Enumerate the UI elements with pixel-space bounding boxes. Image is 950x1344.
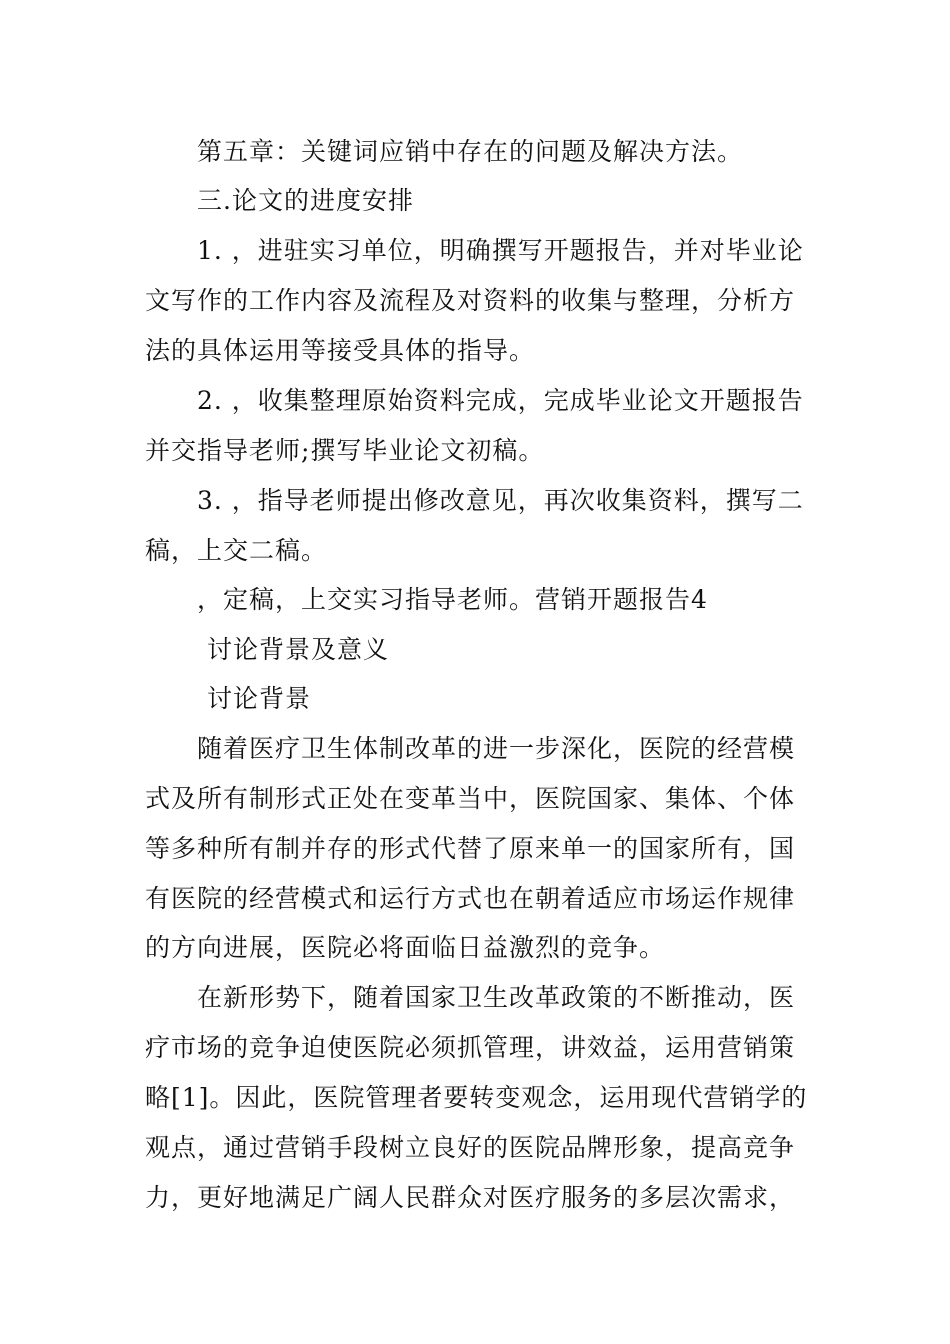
text-line: 稿，上交二稿。 <box>145 536 328 565</box>
text-line: 2. ，收集整理原始资料完成，完成毕业论文开题报告 <box>197 386 804 415</box>
text-line: ，定稿，上交实习指导老师。营销开题报告4 <box>197 585 708 614</box>
text-line: 在新形势下，随着国家卫生改革政策的不断推动，医 <box>197 983 796 1012</box>
text-line: 并交指导老师;撰写毕业论文初稿。 <box>145 436 545 465</box>
text-line: 的方向进展，医院必将面临日益激烈的竞争。 <box>145 933 666 962</box>
text-line: 略[1]。因此，医院管理者要转变观念，运用现代营销学的 <box>145 1083 808 1112</box>
text-line: 文写作的工作内容及流程及对资料的收集与整理，分析方 <box>145 286 796 315</box>
text-line: 力，更好地满足广阔人民群众对医疗服务的多层次需求， <box>145 1183 796 1212</box>
text-line: 法的具体运用等接受具体的指导。 <box>145 336 536 365</box>
text-line: 疗市场的竞争迫使医院必须抓管理，讲效益，运用营销策 <box>145 1033 796 1062</box>
text-line: 随着医疗卫生体制改革的进一步深化，医院的经营模 <box>197 734 796 763</box>
text-line: 有医院的经营模式和运行方式也在朝着适应市场运作规律 <box>145 884 796 913</box>
section-heading: 讨论背景及意义 <box>207 635 390 664</box>
text-line: 等多种所有制并存的形式代替了原来单一的国家所有，国 <box>145 834 796 863</box>
text-line: 第五章：关键词应销中存在的问题及解决方法。 <box>197 137 744 166</box>
section-heading: 三.论文的进度安排 <box>197 186 414 215</box>
section-heading: 讨论背景 <box>207 684 312 713</box>
text-line: 式及所有制形式正处在变革当中，医院国家、集体、个体 <box>145 784 796 813</box>
text-line: 观点，通过营销手段树立良好的医院品牌形象，提高竞争 <box>145 1133 796 1162</box>
text-line: 3. ，指导老师提出修改意见，再次收集资料，撰写二 <box>197 486 804 515</box>
text-line: 1. ，进驻实习单位，明确撰写开题报告，并对毕业论 <box>197 236 804 265</box>
